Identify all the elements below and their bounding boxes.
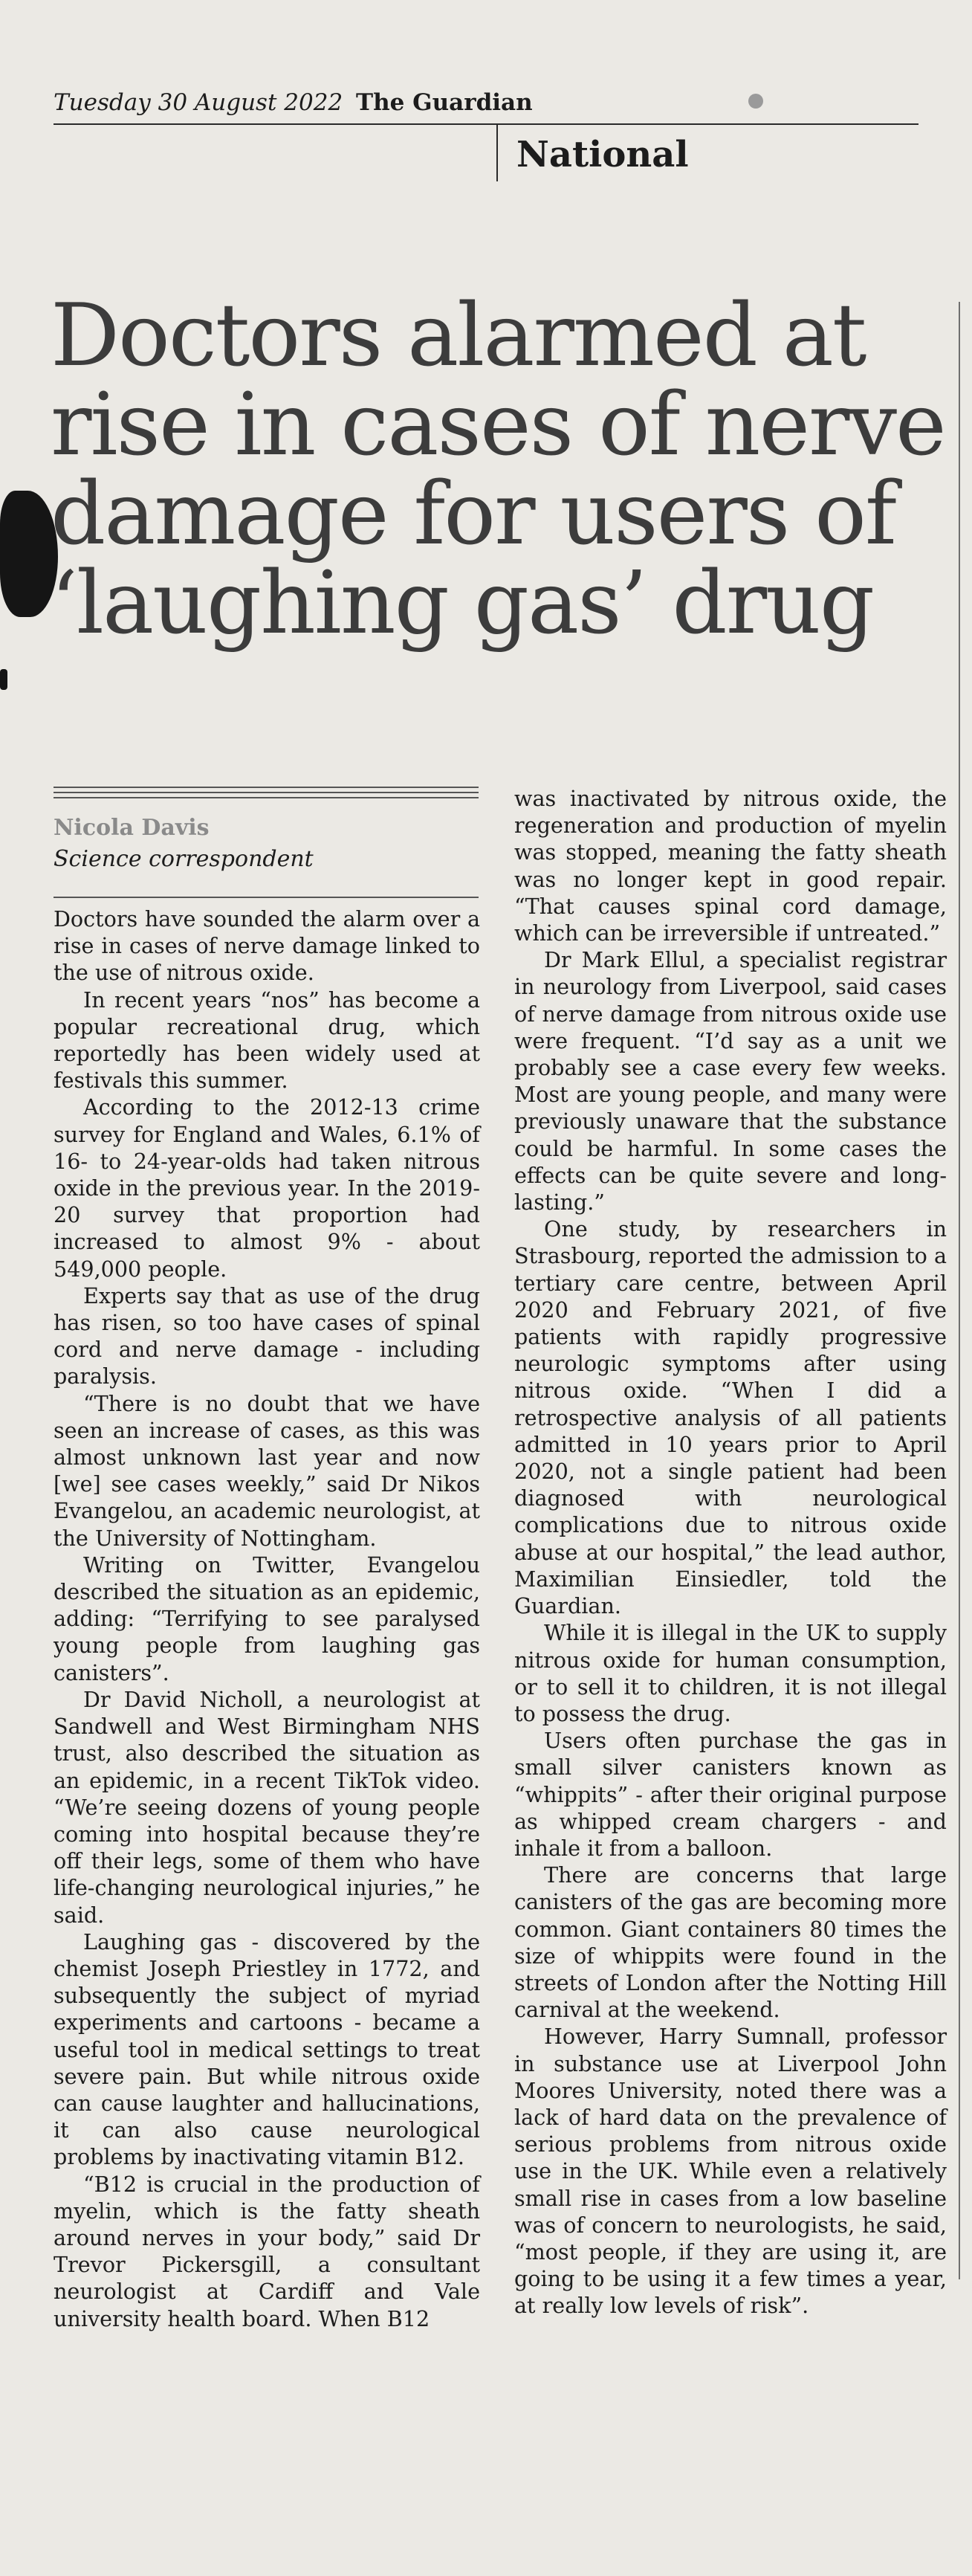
paragraph: One study, by researchers in Strasbourg, reported the admission to a tertiary care centre, between April 2020 and February 2021, of five patients with rapidly progressive neurologic symptoms after using nitrous oxide. “When I did a retrospective analysis of all patients admitted in 10 years prior to April 2020, not a single patient had been diagnosed with neurological complications due to nitrous oxide abuse at our hospital,” the lead author, Maximilian Einsiedler, told the Guardian. (514, 1216, 947, 1619)
author-name: Nicola Davis (54, 815, 210, 841)
paragraph: In recent years “nos” has become a popular recreational drug, which reportedly has been widely used at festivals this summer. (54, 987, 480, 1094)
dateline (54, 88, 533, 117)
byline-rule (54, 792, 479, 793)
author-role: Science correspondent (54, 846, 314, 872)
section-label: National (516, 134, 689, 175)
byline-bottom-rule (54, 897, 479, 898)
paragraph: Dr David Nicholl, a neurologist at Sandwell and West Birmingham NHS trust, also described the situation as an epidemic, in a recent TikTok video. “We’re seeing dozens of young people coming into hospital because they’re off their legs, some of them who have life-changing neurological injuries,” he said. (54, 1686, 480, 1928)
newspaper-name: The Guardian (356, 89, 533, 116)
paragraph: “There is no doubt that we have seen an increase of cases, as this was almost unknown last year and now [we] see cases weekly,” said Dr Nikos Evangelou, an academic neurologist, at the University of Nottingham. (54, 1390, 480, 1551)
paragraph: While it is illegal in the UK to supply nitrous oxide for human consumption, or to sell it to children, it is not illegal to possess the drug. (514, 1620, 947, 1726)
headline-line: ‘laughing gas’ drug (51, 553, 874, 653)
article-column-left (54, 906, 480, 2332)
headline (51, 285, 957, 653)
article-column-right (514, 785, 947, 2320)
byline-rule (54, 787, 479, 788)
paragraph: Dr Mark Ellul, a specialist registrar in neurology from Liverpool, said cases of nerve damage from nitrous oxide use were frequent. “I’d say as a unit we probably see a case every few weeks. Most are young people, and many were previously unaware that the substance could be harmful. In some cases the effects can be quite severe and long-lasting.” (514, 947, 947, 1216)
paragraph: Experts say that as use of the drug has risen, so too have cases of spinal cord and nerve damage - including paralysis. (54, 1282, 480, 1389)
column-edge-rule (959, 302, 960, 2279)
paragraph: However, Harry Sumnall, professor in substance use at Liverpool John Moores University, noted there was a lack of hard data on the prevalence of serious problems from nitrous oxide use in the UK. While even a relatively small rise in cases from a low baseline was of concern to neurologists, he said, “most people, if they are using it, are going to be using it a few times a year, at really low levels of risk”. (514, 2024, 947, 2319)
punch-hole (748, 94, 763, 109)
paragraph: Doctors have sounded the alarm over a rise in cases of nerve damage linked to the use of nitrous oxide. (54, 906, 480, 986)
paragraph: Laughing gas - discovered by the chemist Joseph Priestley in 1772, and subsequently the subject of myriad experiments and cartoons - became a useful tool in medical settings to treat severe pain. But while nitrous oxide can cause laughter and hallucinations, it can also cause neurological problems by inactivating vitamin B12. (54, 1928, 480, 2170)
byline-rule (54, 797, 479, 798)
paragraph: According to the 2012-13 crime survey for England and Wales, 6.1% of 16- to 24-year-olds had taken nitrous oxide in the previous year. In the 2019-20 survey that proportion had increased to almost 9% - about 549,000 people. (54, 1094, 480, 1282)
ink-stain-small (0, 669, 7, 690)
paragraph: There are concerns that large canisters of the gas are becoming more common. Giant containers 80 times the size of whippits were found in the streets of London after the Notting Hill carnival at the weekend. (514, 1862, 947, 2023)
paragraph: “B12 is crucial in the production of myelin, which is the fatty sheath around nerves in your body,” said Dr Trevor Pickersgill, a consultant neurologist at Cardiff and Vale university health board. When B12 (54, 2171, 480, 2331)
paragraph: Writing on Twitter, Evangelou described the situation as an epidemic, adding: “Terrifying to see paralysed young people from laughing gas canisters”. (54, 1552, 480, 1685)
paragraph: Users often purchase the gas in small silver canisters known as “whippits” - after their original purpose as whipped cream chargers - and inhale it from a balloon. (514, 1728, 947, 1861)
header-rule (54, 123, 918, 125)
paragraph: was inactivated by nitrous oxide, the regeneration and production of myelin was stopped, meaning the fatty sheath was no longer kept in good repair. “That causes spinal cord damage, which can be irreversible if untreated.” (514, 786, 947, 946)
headline-line: Doctors alarmed at (51, 285, 866, 386)
issue-date: Tuesday 30 August 2022 (54, 89, 343, 116)
byline-rules (54, 787, 479, 802)
headline-line: rise in cases of nerve (51, 375, 945, 475)
section-divider (496, 123, 498, 181)
ink-stain (0, 491, 58, 617)
headline-line: damage for users of (51, 464, 895, 564)
